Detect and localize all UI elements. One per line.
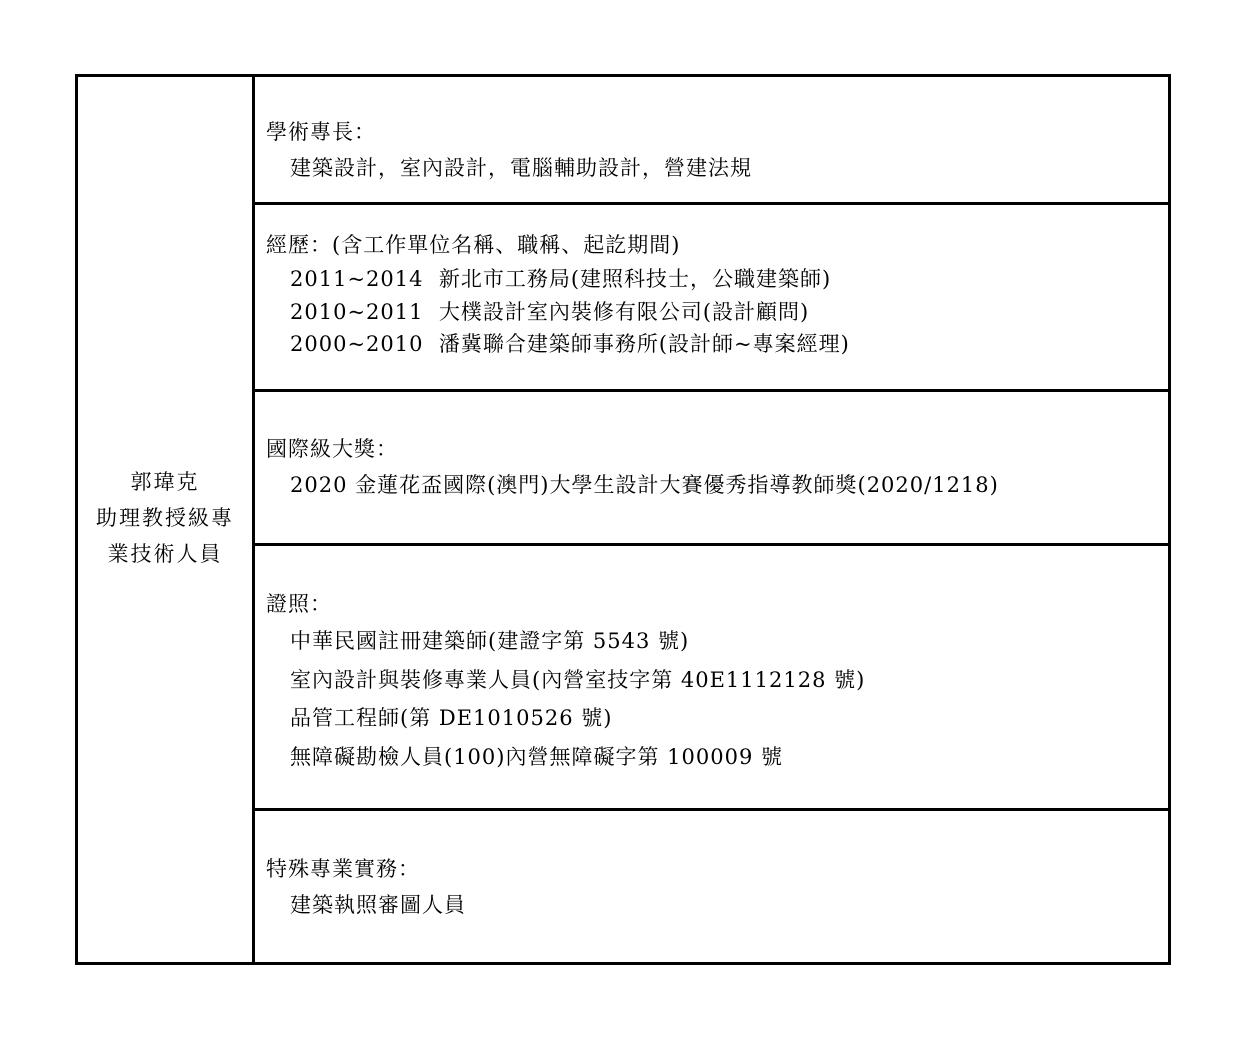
section-heading: 證照： <box>266 592 332 616</box>
section-item: 建築設計，室內設計，電腦輔助設計，營建法規 <box>290 156 752 180</box>
section-item: 建築執照審圖人員 <box>290 893 466 917</box>
row-divider <box>252 389 1171 392</box>
section-international-awards <box>266 431 1166 503</box>
section-heading: 特殊專業實務： <box>266 857 420 881</box>
section-item: 品管工程師(第 DE1010526 號) <box>290 706 613 731</box>
section-item: 中華民國註冊建築師(建證字第 5543 號) <box>290 629 690 653</box>
section-heading: 經歷：(含工作單位名稱、職稱、起訖期間) <box>266 233 681 257</box>
section-item: 2011~2014 新北市工務局(建照科技士，公職建築師) <box>290 267 832 291</box>
section-item: 2020 金蓮花盃國際(澳門)大學生設計大賽優秀指導教師獎(2020/1218) <box>290 473 999 497</box>
section-item: 室內設計與裝修專業人員(內營室技字第 40E1112128 號) <box>290 667 866 692</box>
section-work-history <box>266 227 1166 361</box>
person-cell <box>78 464 252 572</box>
section-item: 2000~2010 潘冀聯合建築師事務所(設計師~專案經理) <box>290 332 850 357</box>
person-title-line: 業技術人員 <box>107 542 223 566</box>
person-name: 郭瑋克 <box>130 470 200 494</box>
section-heading: 學術專長： <box>266 120 376 144</box>
section-certifications <box>266 586 1166 776</box>
section-item: 無障礙勘檢人員(100)內營無障礙字第 100009 號 <box>290 744 783 769</box>
row-divider <box>252 543 1171 546</box>
section-heading: 國際級大獎： <box>266 437 398 461</box>
row-divider <box>252 202 1171 205</box>
section-special-practice <box>266 851 1166 923</box>
column-divider <box>252 74 255 965</box>
row-divider <box>252 808 1171 811</box>
section-academic-expertise <box>266 114 1166 186</box>
person-title-line: 助理教授級專 <box>96 506 234 530</box>
section-item: 2010~2011 大樸設計室內裝修有限公司(設計顧問) <box>290 299 810 324</box>
